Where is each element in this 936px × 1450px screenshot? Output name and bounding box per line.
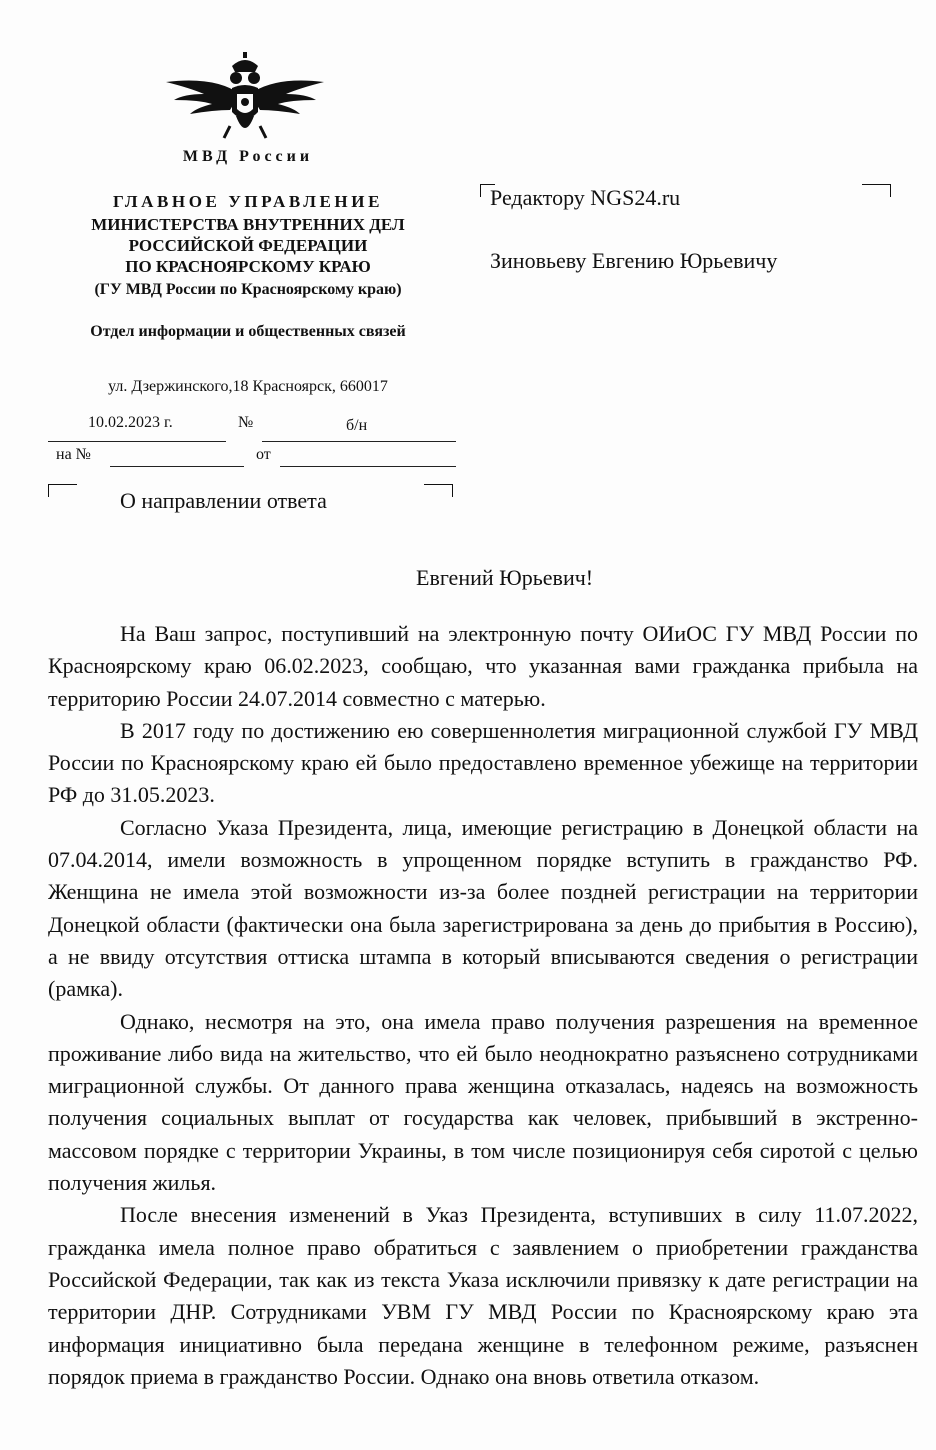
recipient-line-1: Редактору NGS24.ru [490, 185, 681, 210]
body-paragraph-4: Однако, несмотря на это, она имела право получения разрешения на временное проживание либо вида на жительство, что ей было неоднократно разъяснено сотрудниками миграционной службы. От данного права женщина отказалась, надеясь на возможность получения социальных выплат от государства как человек, прибывший в экстренно-массовом порядке с территории Украины, в том числе позиционируя себя сиротой с целью получения жилья. [48, 1008, 918, 1196]
reference-number-label: на № [56, 446, 91, 463]
double-headed-eagle-emblem-icon [160, 52, 330, 152]
subject-corner-left [48, 484, 77, 497]
org-name-line-5: (ГУ МВД России по Красноярскому краю) [94, 281, 402, 298]
letter-date: 10.02.2023 г. [88, 414, 173, 431]
reference-number-underline [110, 466, 244, 467]
org-name-line-2: МИНИСТЕРСТВА ВНУТРЕННИХ ДЕЛ [91, 215, 405, 234]
ministry-short-name: МВД России [182, 148, 314, 165]
body-paragraph-5: После внесения изменений в Указ Президента, вступивших в силу 11.07.2022, гражданка имела полное право обратиться с заявлением о приобретении гражданства Российской Федерации, так как из текста Указа исключили привязку к дате регистрации на территории ДНР. Сотрудниками УВМ ГУ МВД России по Красноярскому краю эта информация инициативно была передана женщине в телефонном режиме, разъяснен порядок приема в гражданство России. Однако она вновь ответила отказом. [48, 1202, 918, 1389]
org-address: ул. Дзержинского,18 Красноярск, 660017 [108, 378, 388, 395]
body-paragraph-3: Согласно Указа Президента, лица, имеющие регистрацию в Донецкой области на 07.04.2014, имели возможность в упрощенном порядке вступить в гражданство РФ. Женщина не имела этой возможности из-за более поздней регистрации на территории Донецкой области (фактически она была зарегистрирована за день до прибытия в Россию), а не ввиду отсутствия оттиска штампа в который вписываются сведения о регистрации (рамка). [48, 814, 918, 1002]
org-name-line-4: ПО КРАСНОЯРСКОМУ КРАЮ [125, 257, 371, 276]
recipient-corner-right [862, 184, 891, 197]
body-paragraph-1: На Ваш запрос, поступивший на электронную почту ОИиОС ГУ МВД России по Красноярскому краю 06.02.2023, сообщаю, что указанная вами гражданка прибыла на территорию России 24.07.2014 совместно с матерью. [48, 621, 918, 711]
subject-corner-right [424, 484, 453, 497]
recipient-line-2: Зиновьеву Евгению Юрьевичу [490, 248, 778, 273]
reference-date-underline [280, 466, 456, 467]
letter-subject: О направлении ответа [120, 488, 327, 513]
org-name-line-1: ГЛАВНОЕ УПРАВЛЕНИЕ [112, 192, 384, 211]
letter-number: б/н [346, 417, 368, 434]
number-label: № [238, 414, 254, 431]
number-underline [262, 441, 456, 442]
reference-date-label: от [256, 446, 271, 463]
department-name: Отдел информации и общественных связей [90, 323, 406, 340]
body-paragraph-2: В 2017 году по достижению ею совершеннолетия миграционной службой ГУ МВД России по Красноярскому краю ей было предоставлено временное убежище на территории РФ до 31.05.2023. [48, 717, 918, 808]
org-name-line-3: РОССИЙСКОЙ ФЕДЕРАЦИИ [128, 236, 368, 255]
letter-body [48, 618, 918, 1393]
letter-salutation: Евгений Юрьевич! [416, 565, 594, 590]
date-underline [48, 441, 226, 442]
